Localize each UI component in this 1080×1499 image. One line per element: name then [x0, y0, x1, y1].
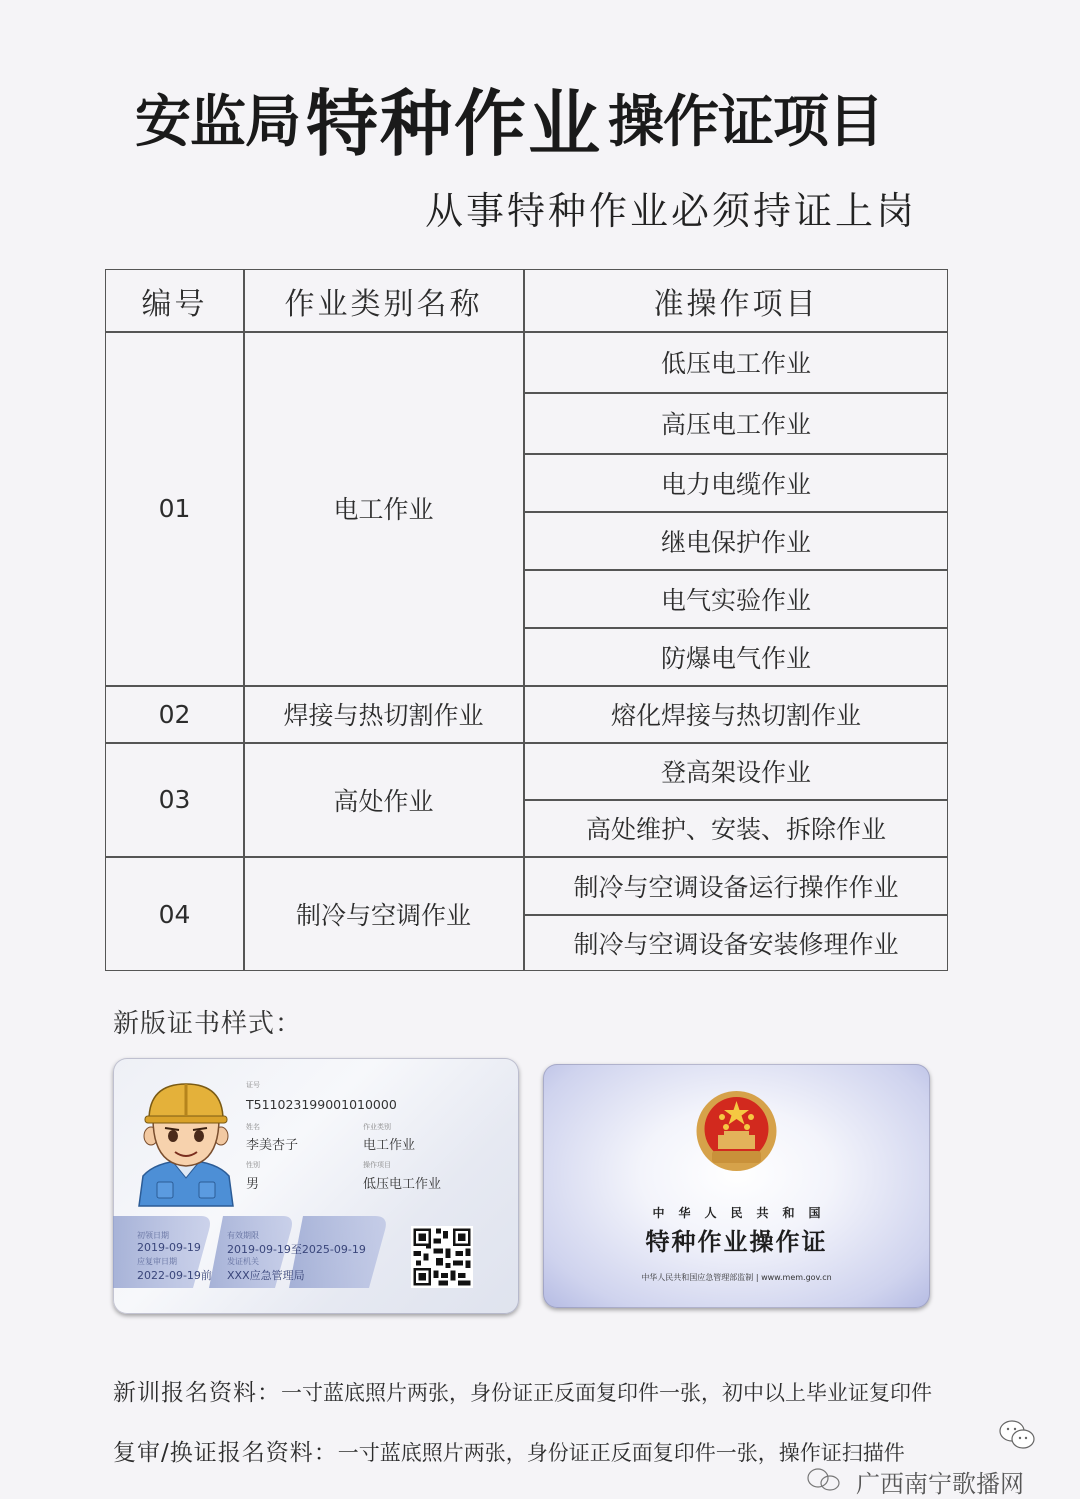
group-number: 02 [158, 699, 191, 729]
certificate-front-card [113, 1058, 519, 1314]
requirement-label: 新训报名资料： [113, 1380, 281, 1406]
table-row-item: 熔化焊接与热切割作业 [610, 701, 861, 730]
valid-period-label: 有效期限 [227, 1231, 259, 1240]
group-number: 03 [158, 785, 191, 814]
issuer-label: 发证机关 [227, 1257, 259, 1266]
category-label: 作业类别 [363, 1123, 391, 1131]
name-label: 姓名 [246, 1123, 260, 1131]
table-row-item: 制冷与空调设备运行操作作业 [573, 872, 899, 902]
cert-no-label: 证号 [246, 1081, 260, 1089]
operation-items-table [105, 269, 948, 971]
item-label: 操作项目 [363, 1161, 391, 1169]
table-row-item: 高压电工作业 [660, 410, 811, 439]
title-prefix: 安监局 [135, 90, 300, 155]
group-number: 04 [158, 899, 191, 929]
issue-date-value: 2019-09-19 [137, 1241, 201, 1254]
group-category: 高处作业 [333, 786, 434, 816]
table-row-item: 电力电缆作业 [660, 469, 811, 499]
name-value: 李美杏子 [246, 1138, 299, 1153]
gender-label: 性别 [246, 1161, 260, 1169]
table-row-item: 电气实验作业 [660, 585, 811, 615]
group-category: 电工作业 [333, 495, 434, 524]
table-row-item: 高处维护、安装、拆除作业 [585, 815, 886, 844]
page-title [135, 78, 955, 166]
table-row-item: 防爆电气作业 [660, 643, 811, 673]
item-value: 低压电工作业 [363, 1177, 442, 1192]
qr-code-icon [411, 1226, 473, 1288]
country-name: 中华人民共和国 [652, 1206, 835, 1220]
header-number: 编号 [141, 286, 208, 322]
issuer-value: XXX应急管理局 [227, 1269, 305, 1282]
certificate-section-label: 新版证书样式： [113, 1009, 303, 1039]
table-row-item: 制冷与空调设备安装修理作业 [573, 930, 899, 959]
certificate-title: 特种作业操作证 [645, 1228, 828, 1256]
group-category: 焊接与热切割作业 [283, 701, 484, 730]
requirement-text: 一寸蓝底照片两张，身份证正反面复印件一张，操作证扫描件 [337, 1441, 905, 1465]
review-date-value: 2022-09-19前 [137, 1269, 212, 1282]
certificate-back-card [543, 1064, 930, 1308]
page-subtitle: 从事特种作业必须持证上岗 [425, 189, 918, 233]
title-emphasis: 特种作业 [306, 82, 603, 166]
requirement-label: 复审/换证报名资料： [113, 1440, 338, 1466]
requirement-new-training [113, 1374, 932, 1407]
group-category: 制冷与空调作业 [295, 901, 471, 930]
header-category: 作业类别名称 [284, 286, 483, 322]
worker-avatar-icon [135, 1078, 237, 1206]
issue-date-label: 初领日期 [137, 1231, 169, 1240]
group-number: 01 [158, 493, 191, 523]
review-date-label: 应复审日期 [137, 1257, 177, 1266]
requirement-text: 一寸蓝底照片两张，身份证正反面复印件一张，初中以上毕业证复印件 [281, 1381, 932, 1405]
issuer-footer: 中华人民共和国应急管理部监制 | www.mem.gov.cn [641, 1273, 832, 1282]
gender-value: 男 [246, 1177, 260, 1192]
header-items: 准操作项目 [653, 286, 819, 322]
valid-period-value: 2019-09-19至2025-09-19 [227, 1243, 366, 1256]
table-row-item: 继电保护作业 [660, 527, 811, 557]
watermark-text: 广西南宁歌播网 [856, 1470, 1024, 1498]
wechat-icon [997, 1418, 1037, 1452]
national-emblem-icon [694, 1089, 779, 1174]
wechat-watermark-icon [806, 1466, 844, 1490]
table-row-item: 低压电工作业 [660, 349, 811, 378]
cert-no-value: T511023199001010000 [246, 1097, 397, 1112]
category-value: 电工作业 [363, 1138, 416, 1153]
title-suffix: 操作证项目 [608, 90, 884, 155]
table-row-item: 登高架设作业 [660, 758, 811, 787]
requirement-renewal [113, 1434, 905, 1467]
